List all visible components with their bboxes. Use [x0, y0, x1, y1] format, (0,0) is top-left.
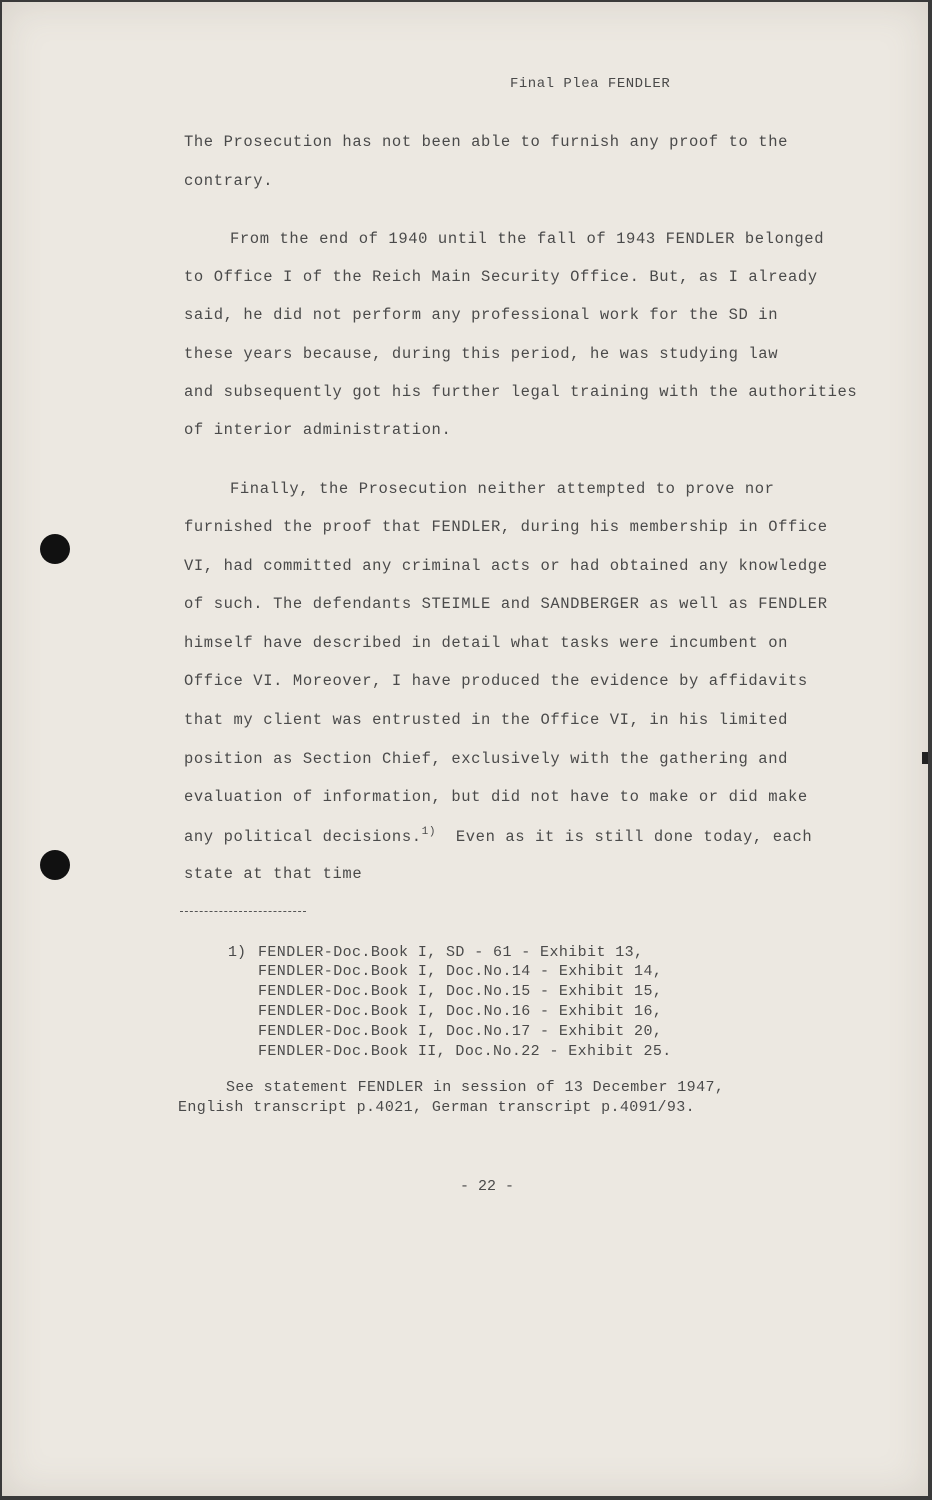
body-line: Finally, the Prosecution neither attempted to prove nor	[230, 480, 775, 498]
body-line: said, he did not perform any professional work for the SD in	[184, 306, 779, 324]
document-page	[2, 2, 928, 1496]
body-line: From the end of 1940 until the fall of 1943 FENDLER belonged	[230, 230, 825, 248]
footnote-entry: FENDLER-Doc.Book I, Doc.No.15 - Exhibit 15,	[258, 983, 663, 1000]
footnote-entry: FENDLER-Doc.Book I, Doc.No.16 - Exhibit 16,	[258, 1003, 663, 1020]
footnote-entry: FENDLER-Doc.Book II, Doc.No.22 - Exhibit 25.	[258, 1043, 672, 1060]
footnote-statement: See statement FENDLER in session of 13 December 1947,	[226, 1079, 725, 1096]
page-number: - 22 -	[460, 1178, 515, 1195]
body-line: evaluation of information, but did not have to make or did make	[184, 788, 808, 806]
footnote-entry: FENDLER-Doc.Book I, SD - 61 - Exhibit 13,	[258, 944, 644, 961]
footnote-marker: 1)	[421, 826, 437, 838]
edge-mark	[922, 752, 928, 764]
body-line: contrary.	[184, 172, 274, 190]
footnote-entry: FENDLER-Doc.Book I, Doc.No.14 - Exhibit 14,	[258, 963, 663, 980]
body-text: any political decisions.	[184, 828, 422, 846]
page-header: Final Plea FENDLER	[510, 76, 671, 92]
body-line	[184, 826, 812, 846]
footnote-separator	[180, 911, 306, 912]
footnote-number: 1)	[228, 944, 247, 961]
body-line: Office VI. Moreover, I have produced the evidence by affidavits	[184, 672, 808, 690]
body-line: and subsequently got his further legal training with the authorities	[184, 383, 858, 401]
body-line: himself have described in detail what tasks were incumbent on	[184, 634, 788, 652]
body-text: Even as it is still done today, each	[455, 828, 813, 846]
footnote-statement: English transcript p.4021, German transcript p.4091/93.	[178, 1099, 696, 1116]
body-line: that my client was entrusted in the Office VI, in his limited	[184, 711, 788, 729]
body-line: of interior administration.	[184, 421, 452, 439]
body-line: furnished the proof that FENDLER, during his membership in Office	[184, 518, 828, 536]
punch-hole	[40, 534, 70, 564]
body-line: these years because, during this period, he was studying law	[184, 345, 779, 363]
body-line: state at that time	[184, 865, 363, 883]
body-line: The Prosecution has not been able to furnish any proof to the	[184, 133, 788, 151]
body-line: position as Section Chief, exclusively with the gathering and	[184, 750, 788, 768]
footnote-entry: FENDLER-Doc.Book I, Doc.No.17 - Exhibit 20,	[258, 1023, 663, 1040]
body-line: of such. The defendants STEIMLE and SANDBERGER as well as FENDLER	[184, 595, 828, 613]
body-line: VI, had committed any criminal acts or had obtained any knowledge	[184, 557, 828, 575]
punch-hole	[40, 850, 70, 880]
body-line: to Office I of the Reich Main Security Office. But, as I already	[184, 268, 818, 286]
